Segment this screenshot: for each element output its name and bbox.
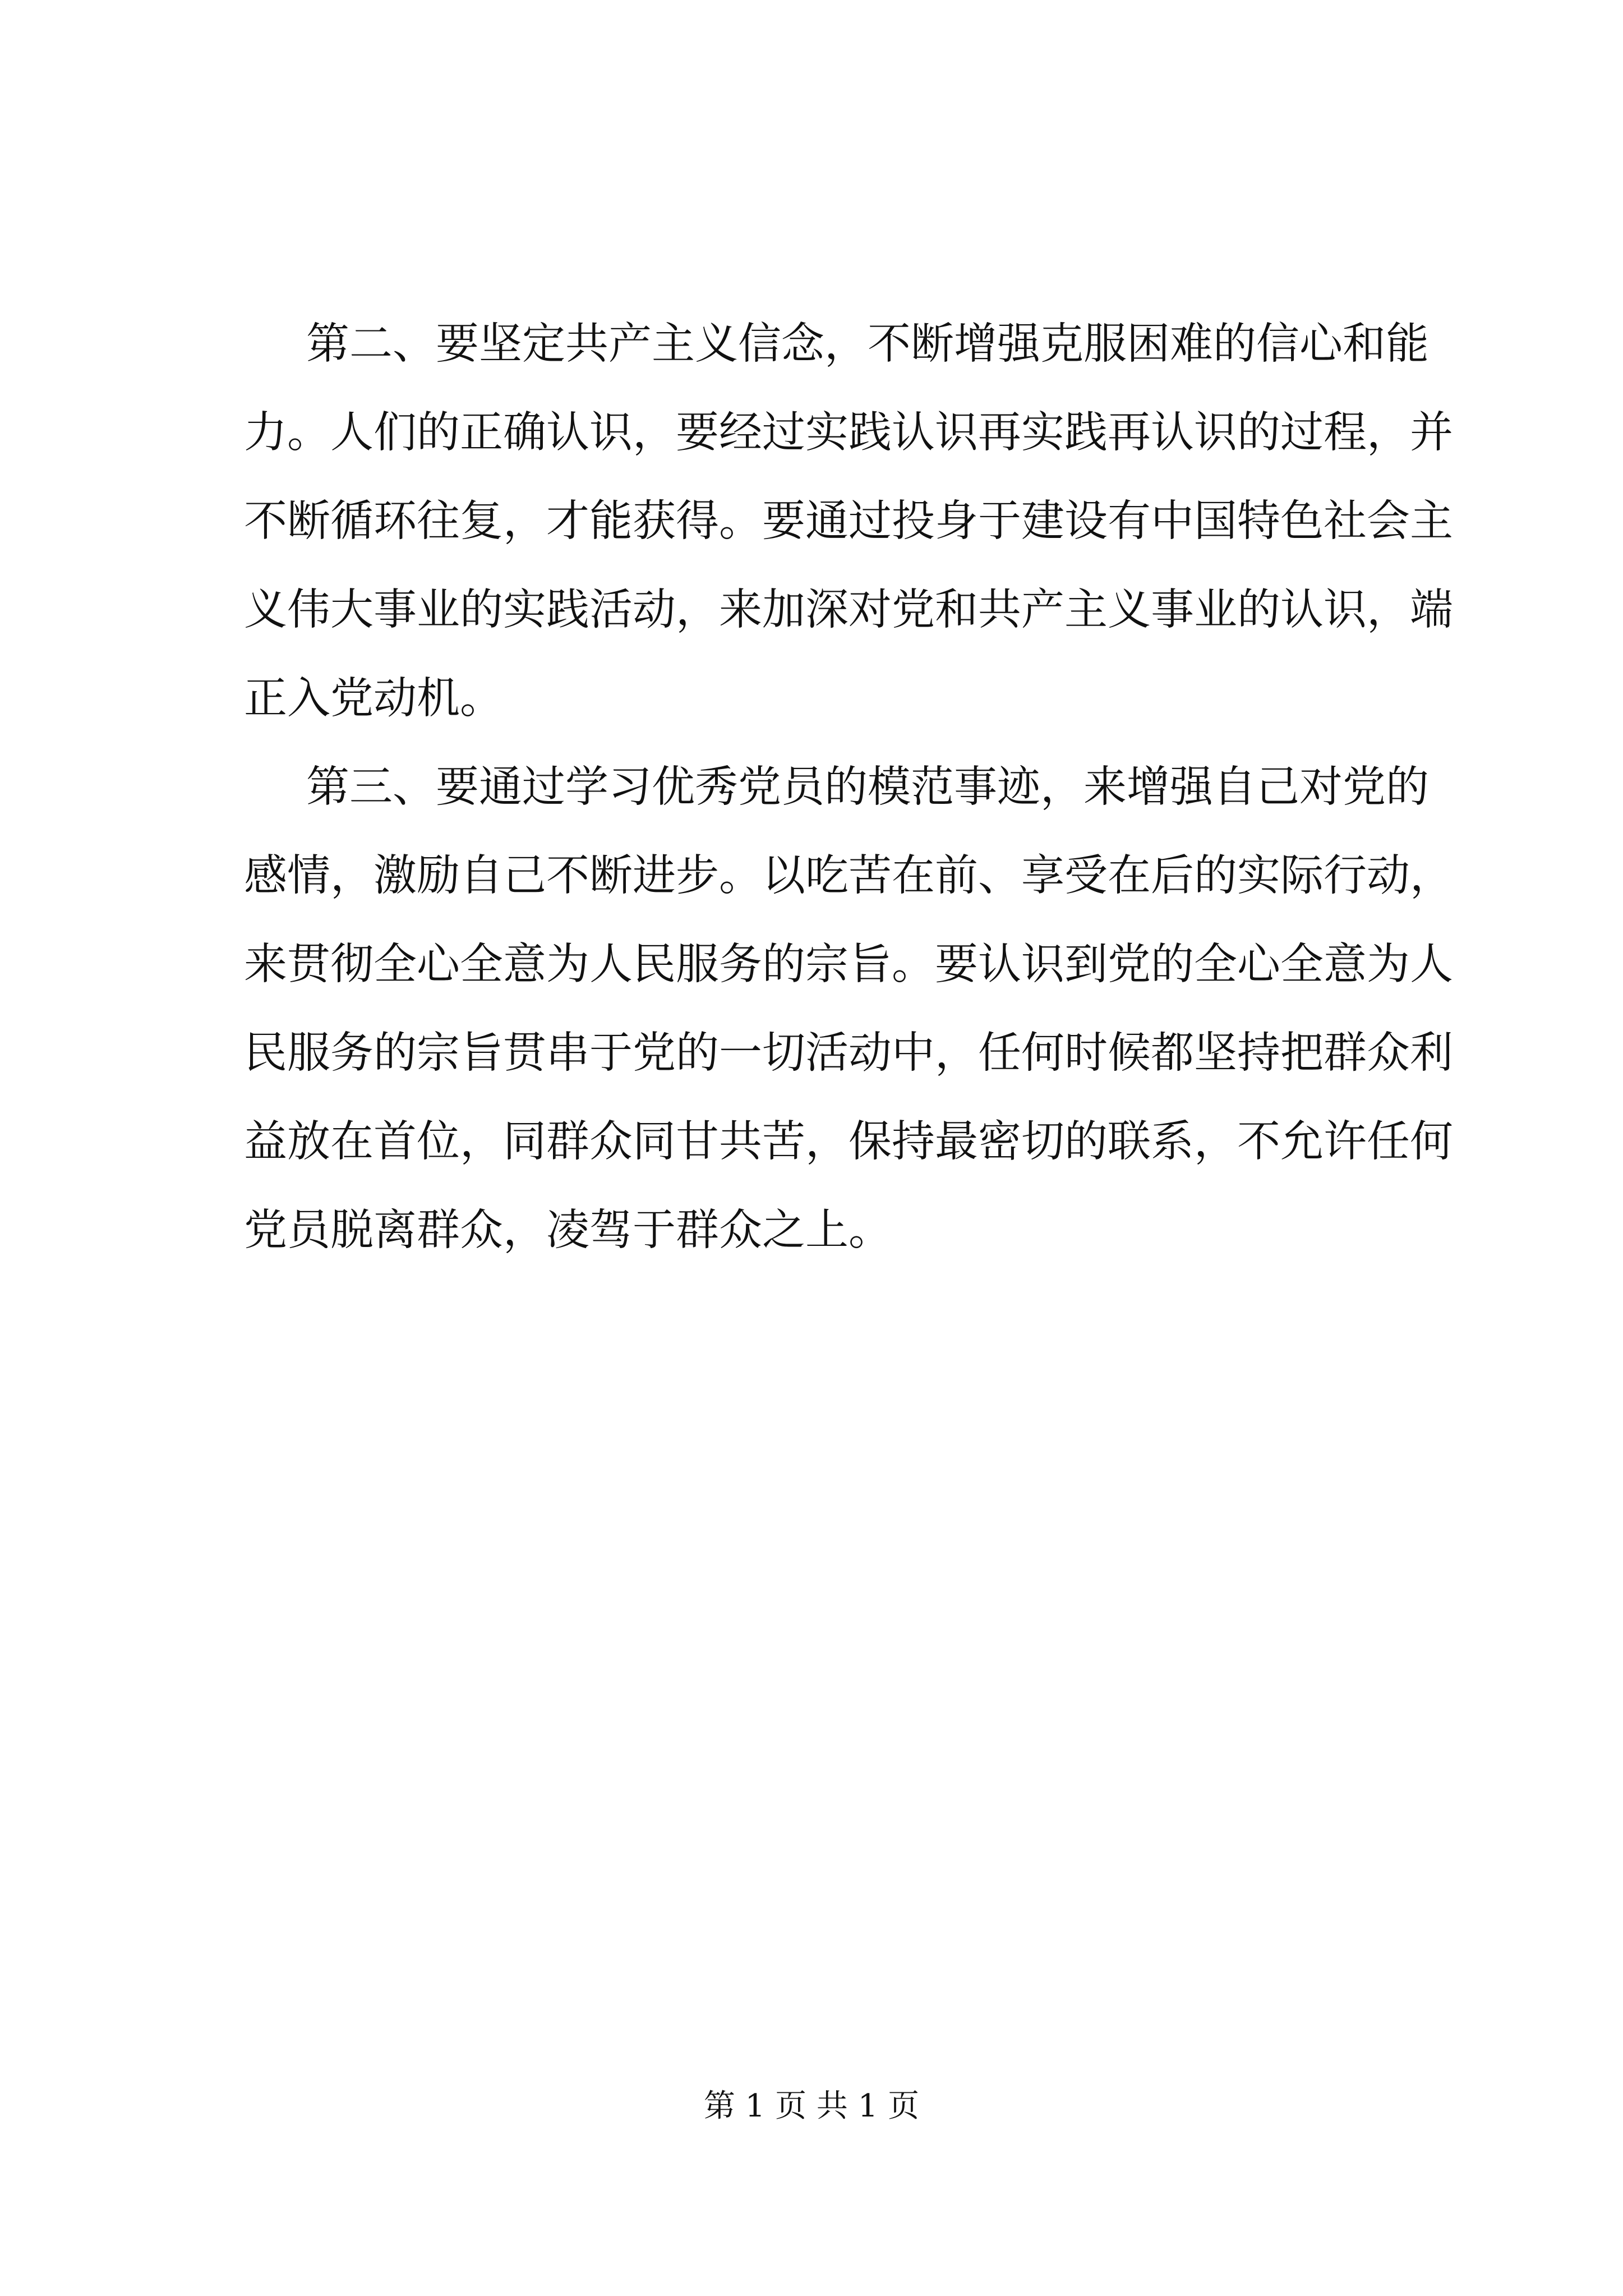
text-line: 第三、要通过学习优秀党员的模范事迹，来增强自己对党的	[306, 762, 1429, 812]
text-line: 正入党动机。	[244, 674, 503, 724]
text-line: 感情，激励自己不断进步。以吃苦在前、享受在后的实际行动，	[244, 851, 1453, 901]
text-line: 第二、要坚定共产主义信念，不断增强克服困难的信心和能	[306, 319, 1429, 369]
text-line: 党员脱离群众，凌驾于群众之上。	[244, 1205, 892, 1255]
text-line: 不断循环往复，才能获得。要通过投身于建设有中国特色社会主	[244, 496, 1453, 546]
paragraph	[244, 300, 1453, 743]
text-line: 益放在首位，同群众同甘共苦，保持最密切的联系，不允许任何	[244, 1117, 1453, 1167]
document-body	[244, 300, 1453, 1275]
text-line: 力。人们的正确认识，要经过实践认识再实践再认识的过程，并	[244, 408, 1453, 458]
text-line: 义伟大事业的实践活动，来加深对党和共产主义事业的认识，端	[244, 585, 1453, 635]
text-line: 民服务的宗旨贯串于党的一切活动中，任何时候都坚持把群众利	[244, 1028, 1453, 1078]
paragraph	[244, 743, 1453, 1275]
page-footer: 第 1 页 共 1 页	[703, 2088, 920, 2124]
text-line: 来贯彻全心全意为人民服务的宗旨。要认识到党的全心全意为人	[244, 940, 1453, 990]
